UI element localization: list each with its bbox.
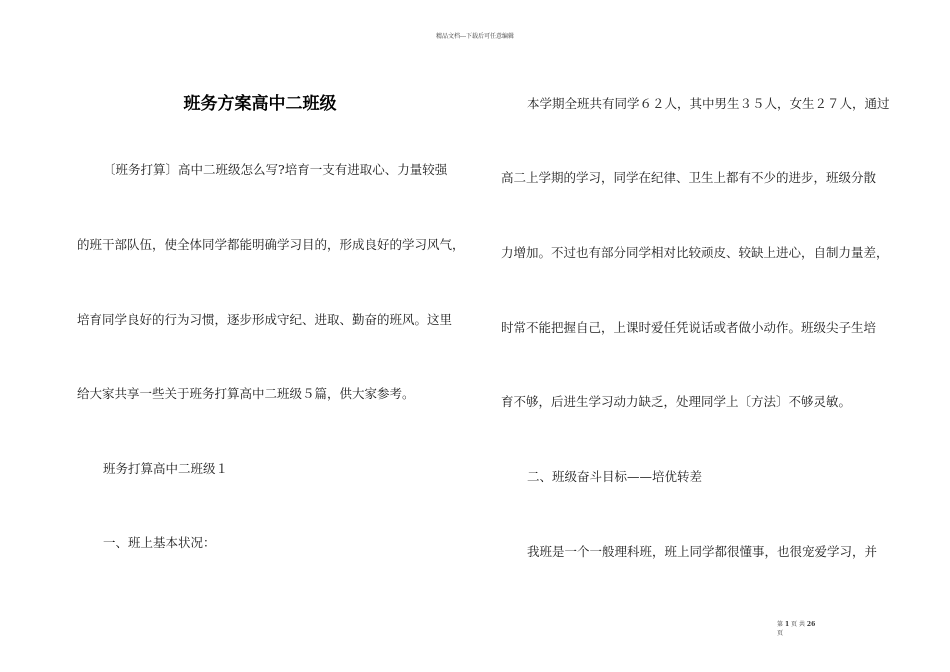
- left-paragraph-line-3: 培育同学良好的行为习惯，逐步形成守纪、进取、勤奋的班风。这里: [77, 312, 453, 327]
- document-title: 班务方案高中二班级: [183, 94, 337, 114]
- footer-page-number: 1: [784, 621, 790, 628]
- page-header: 精品文档---下载后可任意编辑: [435, 33, 515, 40]
- page-footer: [777, 620, 837, 638]
- section-heading-basic-situation: 一、班上基本状况：: [103, 535, 216, 550]
- left-paragraph-line-4: 给大家共享一些关于班务打算高中二班级５篇，供大家参考。: [77, 386, 415, 401]
- right-paragraph-line-4: 时常不能把握自己，上课时爱任凭说话或者做小动作。班级尖子生培: [501, 320, 877, 335]
- left-paragraph-line-1: 〔班务打算〕高中二班级怎么写?培育一支有进取心、力量较强: [103, 162, 448, 177]
- right-paragraph-line-5: 育不够，后进生学习动力缺乏，处理同学上〔方法〕不够灵敏。: [501, 394, 852, 409]
- footer-prefix: 第: [777, 621, 784, 628]
- right-paragraph-line-6: 我班是一个一般理科班，班上同学都很懂事，也很宠爱学习，并: [527, 544, 878, 559]
- section-heading-plan-1: 班务打算高中二班级１: [103, 461, 229, 476]
- left-paragraph-line-2: 的班干部队伍，使全体同学都能明确学习目的，形成良好的学习风气，: [77, 237, 465, 252]
- right-paragraph-line-3: 力增加。不过也有部分同学相对比较顽皮、较缺上进心，自制力量差，: [501, 245, 889, 260]
- footer-suffix: 页: [777, 630, 784, 637]
- footer-middle: 页 共: [791, 621, 805, 628]
- right-paragraph-line-2: 高二上学期的学习，同学在纪律、卫生上都有不少的进步，班级分散: [501, 170, 877, 185]
- footer-total-pages: 26: [806, 621, 816, 628]
- section-heading-goals: 二、班级奋斗目标——培优转差: [527, 469, 703, 484]
- right-paragraph-line-1: 本学期全班共有同学６２人，其中男生３５人，女生２７人，通过: [527, 96, 890, 111]
